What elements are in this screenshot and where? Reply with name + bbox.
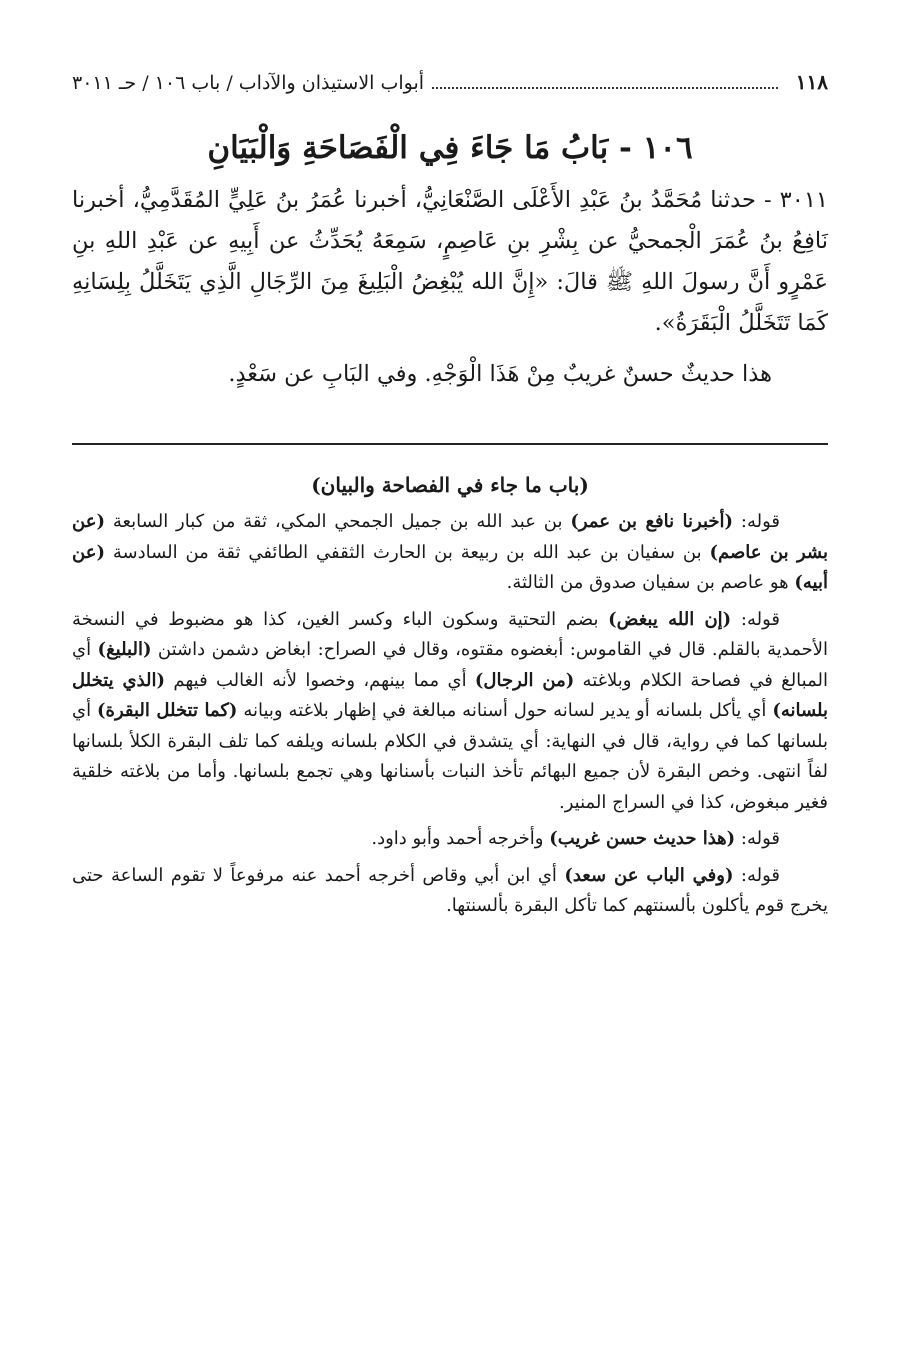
hadith-text: ٣٠١١ - حدثنا مُحَمَّدُ بنُ عَبْدِ الأَعْلَى الصَّنْعَانِيُّ، أخبرنا عُمَرُ بنُ عَلِيٍّ المُقَدَّمِيُّ، أخبرنا نَافِعُ بنُ عُمَرَ الْجمحيُّ عن بِشْرِ بنِ عَاصِمٍ، سَمِعَهُ يُحَدِّثُ عن أَبِيهِ عن عَبْدِ اللهِ بنِ عَمْرٍو أَنَّ رسولَ اللهِ ﷺ قالَ: «إِنَّ الله يُبْغِضُ الْبَلِيغَ مِنَ الرِّجَالِ الَّذِي يَتَخَلَّلُ بِلِسَانِهِ كَمَا تَتَخَلَّلُ الْبَقَرَةُ». bbox=[72, 187, 828, 336]
commentary-text: أي ابن أبي وقاص أخرجه أحمد عنه مرفوعاً لا تقوم الساعة حتى يخرج قوم يأكلون بألسنتهم كما تأكل البقرة بألسنتها. bbox=[72, 864, 828, 916]
quoted-phrase: (كما تتخلل البقرة) bbox=[97, 700, 238, 721]
running-head bbox=[72, 70, 828, 104]
commentary-paragraph bbox=[72, 861, 828, 922]
commentary-text: أي المبالغ في فصاحة الكلام وبلاغته bbox=[72, 639, 828, 691]
commentary-text: هو عاصم بن سفيان صدوق من الثالثة. bbox=[506, 572, 795, 593]
quoted-phrase: (البليغ) bbox=[97, 639, 152, 660]
commentary-text: أي بلسانها كما في رواية، قال في النهاية: أي يتشدق في الكلام بلسانه ويلفه كما تلف البقرة الكلأ بلسانها لفاً انتهى. وخص البقرة لأن جميع البهائم تأخذ النبات بأسنانها وهي تجمع بلسانها. وأما من بلاغته خلقية فغير مبغوض، كذا في السراج المنير. bbox=[72, 700, 828, 813]
page bbox=[72, 70, 828, 928]
commentary-paragraph bbox=[72, 507, 828, 599]
quoted-phrase: (إن الله يبغض) bbox=[608, 608, 732, 630]
commentary bbox=[72, 507, 828, 922]
quoted-phrase: (عن أبيه) bbox=[72, 541, 828, 593]
hadith-grade: هذا حديثٌ حسنٌ غريبٌ مِنْ هَذَا الْوَجْهِ. وفي البَابِ عن سَعْدٍ. bbox=[228, 361, 772, 387]
divider-line bbox=[72, 443, 828, 445]
commentary-lead: قوله: bbox=[735, 828, 780, 849]
quoted-phrase: (من الرجال) bbox=[474, 669, 575, 691]
commentary-text: بضم التحتية وسكون الباء وكسر الغين، كذا هو مضبوط في النسخة الأحمدية بالقلم. قال في القاموس: أبغضوه مقتوه، وقال في الصراح: ابغاض دشمن داشتن bbox=[72, 608, 829, 660]
commentary-text: وأخرجه أحمد وأبو داود. bbox=[371, 828, 550, 849]
quoted-phrase: (أخبرنا نافع بن عمر) bbox=[570, 511, 734, 532]
quoted-phrase: (هذا حديث حسن غريب) bbox=[549, 828, 736, 849]
commentary-text: أي مما بينهم، وخصوا لأنه الغالب فيهم bbox=[165, 669, 475, 691]
commentary-text: بن سفيان بن عبد الله بن ربيعة بن الحارث الثقفي الطائفي ثقة من السادسة bbox=[104, 541, 710, 563]
dotted-leader bbox=[432, 87, 778, 89]
hadith-text-block bbox=[72, 180, 828, 344]
commentary-title: (باب ما جاء في الفصاحة والبيان) bbox=[311, 473, 589, 497]
running-head-title: أبواب الاستيذان والآداب / باب ١٠٦ / حـ ٣٠١١ bbox=[72, 72, 425, 94]
commentary-paragraph bbox=[72, 824, 828, 855]
commentary-text: بن عبد الله بن جميل الجمحي المكي، ثقة من كبار السابعة bbox=[104, 511, 571, 532]
chapter-title: ١٠٦ - بَابُ مَا جَاءَ فِي الْفَصَاحَةِ وَالْبَيَانِ bbox=[207, 130, 693, 166]
commentary-lead: قوله: bbox=[733, 864, 780, 886]
quoted-phrase: (عن بشر بن عاصم) bbox=[72, 511, 828, 563]
commentary-lead: قوله: bbox=[731, 608, 780, 630]
quoted-phrase: (وفي الباب عن سعد) bbox=[564, 864, 734, 886]
page-number: ١١٨ bbox=[795, 70, 828, 94]
commentary-paragraph bbox=[72, 605, 828, 819]
commentary-text: أي يأكل بلسانه أو يدير لسانه حول أسنانه مبالغة في إظهار بلاغته وبيانه bbox=[237, 700, 773, 721]
commentary-lead: قوله: bbox=[733, 511, 780, 532]
quoted-phrase: (الذي يتخلل بلسانه) bbox=[72, 669, 829, 721]
